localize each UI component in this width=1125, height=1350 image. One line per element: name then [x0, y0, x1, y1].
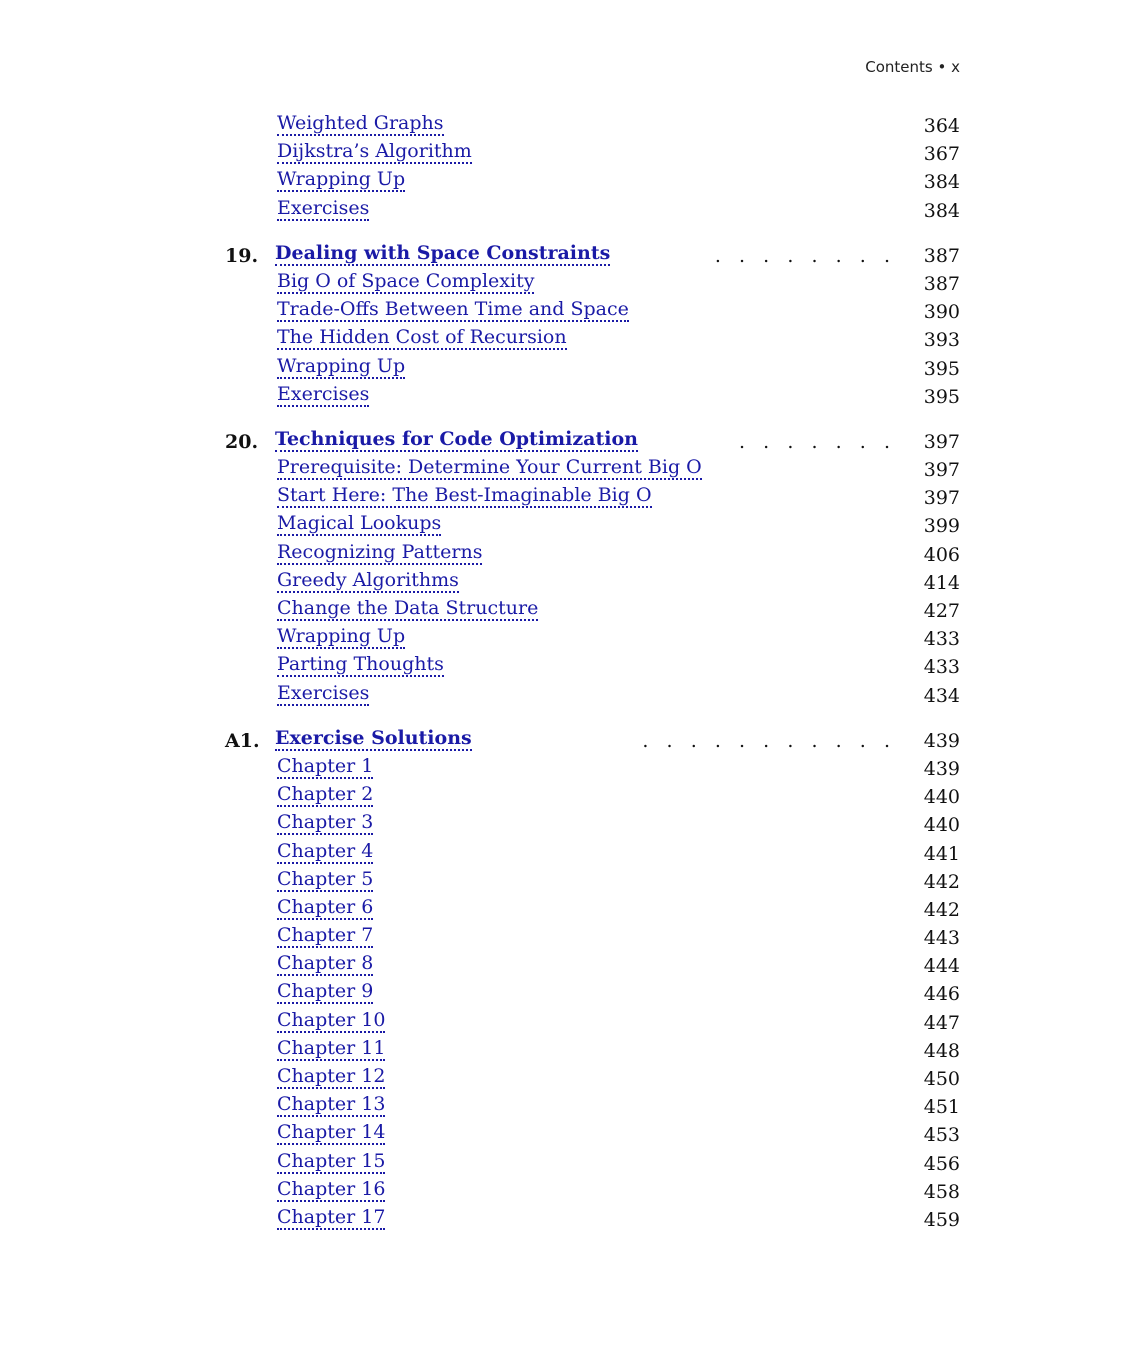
toc-section-row	[225, 298, 960, 326]
chapter-number: A1.	[225, 729, 260, 752]
page-number: 397	[923, 459, 960, 482]
toc-chapter-row	[225, 727, 960, 755]
page-number: 427	[923, 600, 960, 622]
page-number: 442	[923, 898, 960, 921]
page-number: 439	[923, 729, 960, 752]
toc-section-row	[225, 383, 960, 411]
section-title-link[interactable]: Chapter 10	[277, 1008, 386, 1031]
page-number: 458	[923, 1180, 960, 1203]
page-number: 367	[923, 143, 960, 166]
toc-section-row	[225, 653, 960, 681]
section-title-link[interactable]: Chapter 3	[277, 811, 374, 834]
dot-leader: . . . . . . . . . . .	[642, 729, 890, 752]
section-title-link[interactable]: Chapter 17	[277, 1205, 386, 1228]
page-number: 434	[923, 684, 960, 707]
toc-section-row	[225, 326, 960, 354]
toc-section-row	[225, 456, 960, 484]
toc-section-row	[225, 197, 960, 225]
section-title-link[interactable]: Chapter 15	[277, 1149, 386, 1172]
toc-section-row	[225, 1037, 960, 1065]
chapter-title-link[interactable]: Techniques for Code Optimization	[275, 427, 638, 450]
page-number: 399	[923, 515, 960, 538]
section-title-link[interactable]: Chapter 7	[277, 924, 374, 947]
section-title-link[interactable]: Weighted Graphs	[277, 112, 444, 134]
toc-section-row	[225, 140, 960, 168]
page-number: 444	[923, 955, 960, 978]
toc-section-row	[225, 597, 960, 625]
section-title-link[interactable]: Change the Data Structure	[277, 597, 539, 619]
section-title-link[interactable]: Big O of Space Complexity	[277, 269, 535, 292]
page-number: 441	[923, 842, 960, 865]
section-title-link[interactable]: Chapter 5	[277, 867, 374, 890]
section-title-link[interactable]: Chapter 1	[277, 754, 374, 777]
page-number: 456	[923, 1152, 960, 1175]
page-number: 397	[923, 487, 960, 510]
section-title-link[interactable]: Trade-Offs Between Time and Space	[277, 298, 629, 321]
toc-section-row	[225, 1121, 960, 1149]
toc-section-row	[225, 569, 960, 597]
page-number: 384	[923, 171, 960, 194]
toc-section-row	[225, 484, 960, 512]
section-title-link[interactable]: Chapter 16	[277, 1177, 386, 1200]
page-number: 395	[923, 385, 960, 408]
section-title-link[interactable]: Chapter 14	[277, 1121, 386, 1144]
page-number: 390	[923, 301, 960, 324]
chapter-number: 20.	[225, 430, 259, 453]
section-title-link[interactable]: Wrapping Up	[277, 168, 406, 191]
section-title-link[interactable]: Magical Lookups	[277, 512, 442, 535]
section-title-link[interactable]: Prerequisite: Determine Your Current Big O	[277, 456, 702, 479]
section-title-link[interactable]: Chapter 11	[277, 1036, 386, 1059]
toc-section-row	[225, 512, 960, 540]
section-title-link[interactable]: The Hidden Cost of Recursion	[277, 326, 567, 349]
toc-section-row	[225, 952, 960, 980]
table-of-contents	[225, 112, 960, 1234]
chapter-title-link[interactable]: Dealing with Space Constraints	[275, 241, 611, 264]
toc-section-row	[225, 168, 960, 196]
section-title-link[interactable]: Exercises	[277, 382, 370, 405]
toc-section-row	[225, 625, 960, 653]
page-number: 414	[923, 571, 960, 594]
page-number: 433	[923, 628, 960, 651]
section-title-link[interactable]: Exercises	[277, 681, 370, 704]
section-title-link[interactable]: Chapter 6	[277, 895, 374, 918]
toc-section-row	[225, 541, 960, 569]
toc-section-row	[225, 1093, 960, 1121]
toc-section-row	[225, 1178, 960, 1206]
toc-section-row	[225, 868, 960, 896]
toc-section-row	[225, 112, 960, 140]
toc-section-row	[225, 980, 960, 1008]
page-number: 384	[923, 199, 960, 222]
page-number: 451	[923, 1096, 960, 1119]
section-title-link[interactable]: Chapter 4	[277, 839, 374, 862]
section-title-link[interactable]: Greedy Algorithms	[277, 568, 459, 591]
toc-chapter-row	[225, 242, 960, 270]
section-title-link[interactable]: Chapter 13	[277, 1093, 386, 1116]
toc-section-row	[225, 783, 960, 811]
section-title-link[interactable]: Chapter 8	[277, 952, 374, 975]
dot-leader: . . . . . . . .	[714, 244, 890, 267]
section-title-link[interactable]: Chapter 2	[277, 783, 374, 806]
toc-section-row	[225, 355, 960, 383]
dot-leader: . . . . . . .	[739, 430, 890, 453]
toc-section-row	[225, 840, 960, 868]
running-head: Contents • x	[865, 58, 960, 76]
toc-section-row	[225, 811, 960, 839]
section-title-link[interactable]: Chapter 12	[277, 1065, 386, 1087]
page-number: 433	[923, 656, 960, 679]
page-number: 397	[923, 430, 960, 453]
page-number: 448	[923, 1039, 960, 1062]
toc-section-row	[225, 1065, 960, 1093]
toc-section-row	[225, 682, 960, 710]
page-number: 443	[923, 927, 960, 950]
section-title-link[interactable]: Recognizing Patterns	[277, 540, 483, 563]
page-number: 440	[923, 814, 960, 837]
chapter-number: 19.	[225, 244, 259, 267]
toc-chapter-row	[225, 428, 960, 456]
toc-section-row	[225, 924, 960, 952]
page-number: 442	[923, 870, 960, 893]
section-title-link[interactable]: Dijkstra’s Algorithm	[277, 140, 472, 163]
page-number: 387	[923, 272, 960, 295]
page-number: 406	[923, 543, 960, 566]
section-title-link[interactable]: Start Here: The Best-Imaginable Big O	[277, 484, 652, 507]
page-number: 439	[923, 757, 960, 780]
page-number: 447	[923, 1011, 960, 1034]
section-title-link[interactable]: Wrapping Up	[277, 625, 406, 648]
section-title-link[interactable]: Parting Thoughts	[277, 653, 444, 676]
section-title-link[interactable]: Exercises	[277, 196, 370, 219]
page-number: 387	[923, 244, 960, 267]
toc-section-row	[225, 270, 960, 298]
toc-section-row	[225, 896, 960, 924]
section-title-link[interactable]: Wrapping Up	[277, 354, 406, 377]
page-number: 453	[923, 1124, 960, 1147]
page-number: 393	[923, 329, 960, 352]
chapter-title-link[interactable]: Exercise Solutions	[275, 726, 472, 749]
toc-section-row	[225, 1009, 960, 1037]
page-number: 395	[923, 357, 960, 380]
page-number: 440	[923, 786, 960, 809]
page-number: 459	[923, 1208, 960, 1231]
toc-section-row	[225, 1150, 960, 1178]
toc-section-row	[225, 1206, 960, 1234]
toc-section-row	[225, 755, 960, 783]
page-number: 450	[923, 1068, 960, 1090]
page-number: 364	[923, 115, 960, 137]
page-number: 446	[923, 983, 960, 1006]
section-title-link[interactable]: Chapter 9	[277, 980, 374, 1003]
